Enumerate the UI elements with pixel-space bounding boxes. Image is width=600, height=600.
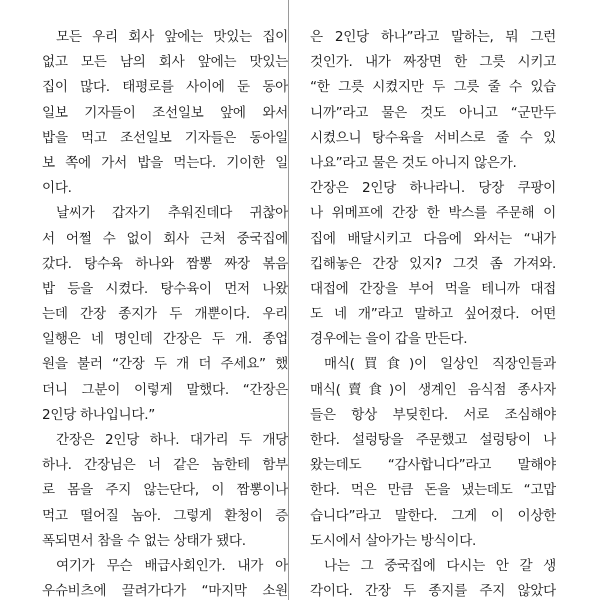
- text-line: 킵해놓은 간장 있지? 그것 좀 가져와.: [310, 255, 556, 272]
- text-line: 갔다. 탕수육 하나와 짬뽕 짜장 볶음: [42, 255, 288, 272]
- text-line: 집에 배달시키고 다음에 와서는 “내가: [310, 230, 556, 247]
- text-line: 나요”라고 물은 것도 아니지 않은가.: [310, 154, 517, 171]
- text-line: 일행은 네 명인데 간장은 두 개. 종업: [42, 331, 288, 348]
- text-line: 나 위메프에 간장 한 박스를 주문해 이: [310, 205, 556, 222]
- text-line: 이다.: [42, 180, 72, 197]
- text-line: 한다. 설렁탕을 주문했고 설렁탕이 나: [310, 432, 556, 448]
- text-line: 습니다”라고 말한다. 그게 이 이상한: [310, 507, 556, 524]
- text-line: 폭되면서 참을 수 없는 상태가 됐다.: [42, 532, 246, 549]
- text-line: 2인당 하나입니다.”: [42, 406, 155, 423]
- text-line: 집이 많다. 태평로를 사이에 둔 동아: [42, 79, 288, 96]
- text-line: 없고 모든 남의 회사 앞에는 맛있는: [42, 54, 288, 71]
- text-line: 도시에서 살아가는 방식이다.: [310, 532, 477, 549]
- text-line: 한다. 먹은 만큼 돈을 냈는데도 “고맙: [310, 482, 556, 499]
- text-line: 우슈비츠에 끌려가다가 “마지막 소원: [42, 583, 288, 600]
- text-line: 여기가 무슨 배급사회인가. 내가 아: [56, 557, 288, 574]
- text-line: 나는 그 중국집에 다시는 안 갈 생: [324, 557, 556, 574]
- text-line: 간장은 2인당 하나. 대가리 두 개당: [56, 432, 288, 448]
- text-line: 왔는데도 “감사합니다”라고 말해야: [310, 457, 556, 474]
- text-line: 모든 우리 회사 앞에는 맛있는 집이: [56, 29, 288, 45]
- text-line: 먹고 떨어질 놈아. 그렇게 환청이 증: [42, 507, 288, 524]
- text-line: 하나. 간장님은 너 같은 놈한테 함부: [42, 457, 288, 474]
- text-line: 도 네 개”라고 말하고 싶어졌다. 어떤: [310, 306, 556, 323]
- text-line: 는데 간장 종지가 두 개뿐이다. 우리: [42, 306, 288, 323]
- text-line: 것인가. 내가 짜장면 한 그릇 시키고: [310, 54, 556, 71]
- text-line: 밥을 먹고 조선일보 기자들은 동아일: [42, 129, 288, 146]
- text-line: 대접에 간장을 부어 먹을 테니까 대접: [310, 280, 556, 297]
- text-line: “한 그릇 시켰지만 두 그릇 줄 수 있습: [310, 79, 556, 96]
- text-line: 간장은 2인당 하나라니. 당장 쿠팡이: [310, 180, 556, 197]
- text-line: 로 몸을 주지 않는단다, 이 짬뽕이나: [42, 482, 288, 499]
- text-line: 매식(賣食)이 생계인 음식점 종사자: [310, 381, 556, 398]
- text-line: 매식(買食)이 일상인 직장인들과: [324, 356, 556, 373]
- text-line: 날씨가 갑자기 추워진데다 귀찮아: [56, 205, 288, 222]
- text-line: 시켰으니 탕수육을 서비스로 줄 수 있: [310, 129, 556, 146]
- text-line: 은 2인당 하나”라고 말하는, 뭐 그런: [310, 29, 556, 45]
- text-line: 원을 불러 “간장 두 개 더 주세요” 했: [42, 356, 288, 373]
- column-divider: [288, 0, 289, 600]
- right-text-column: [310, 25, 556, 600]
- text-line: 일보 기자들이 조선일보 앞에 와서: [42, 104, 288, 121]
- text-line: 경우에는 을이 갑을 만든다.: [310, 331, 468, 348]
- text-line: 각이다. 간장 두 종지를 주지 않았다: [310, 583, 556, 600]
- text-line: 니까”라고 물은 것도 아니고 “군만두: [310, 104, 556, 121]
- text-line: 밥 등을 시켰다. 탕수육이 먼저 나왔: [42, 280, 288, 297]
- text-line: 보 쪽에 가서 밥을 먹는다. 기이한 일: [42, 154, 288, 171]
- text-line: 들은 항상 부딪힌다. 서로 조심해야: [310, 406, 556, 423]
- text-line: 더니 그분이 이렇게 말했다. “간장은: [42, 381, 288, 398]
- left-text-column: [42, 25, 288, 600]
- text-line: 서 어쩔 수 없이 회사 근처 중국집에: [42, 230, 288, 247]
